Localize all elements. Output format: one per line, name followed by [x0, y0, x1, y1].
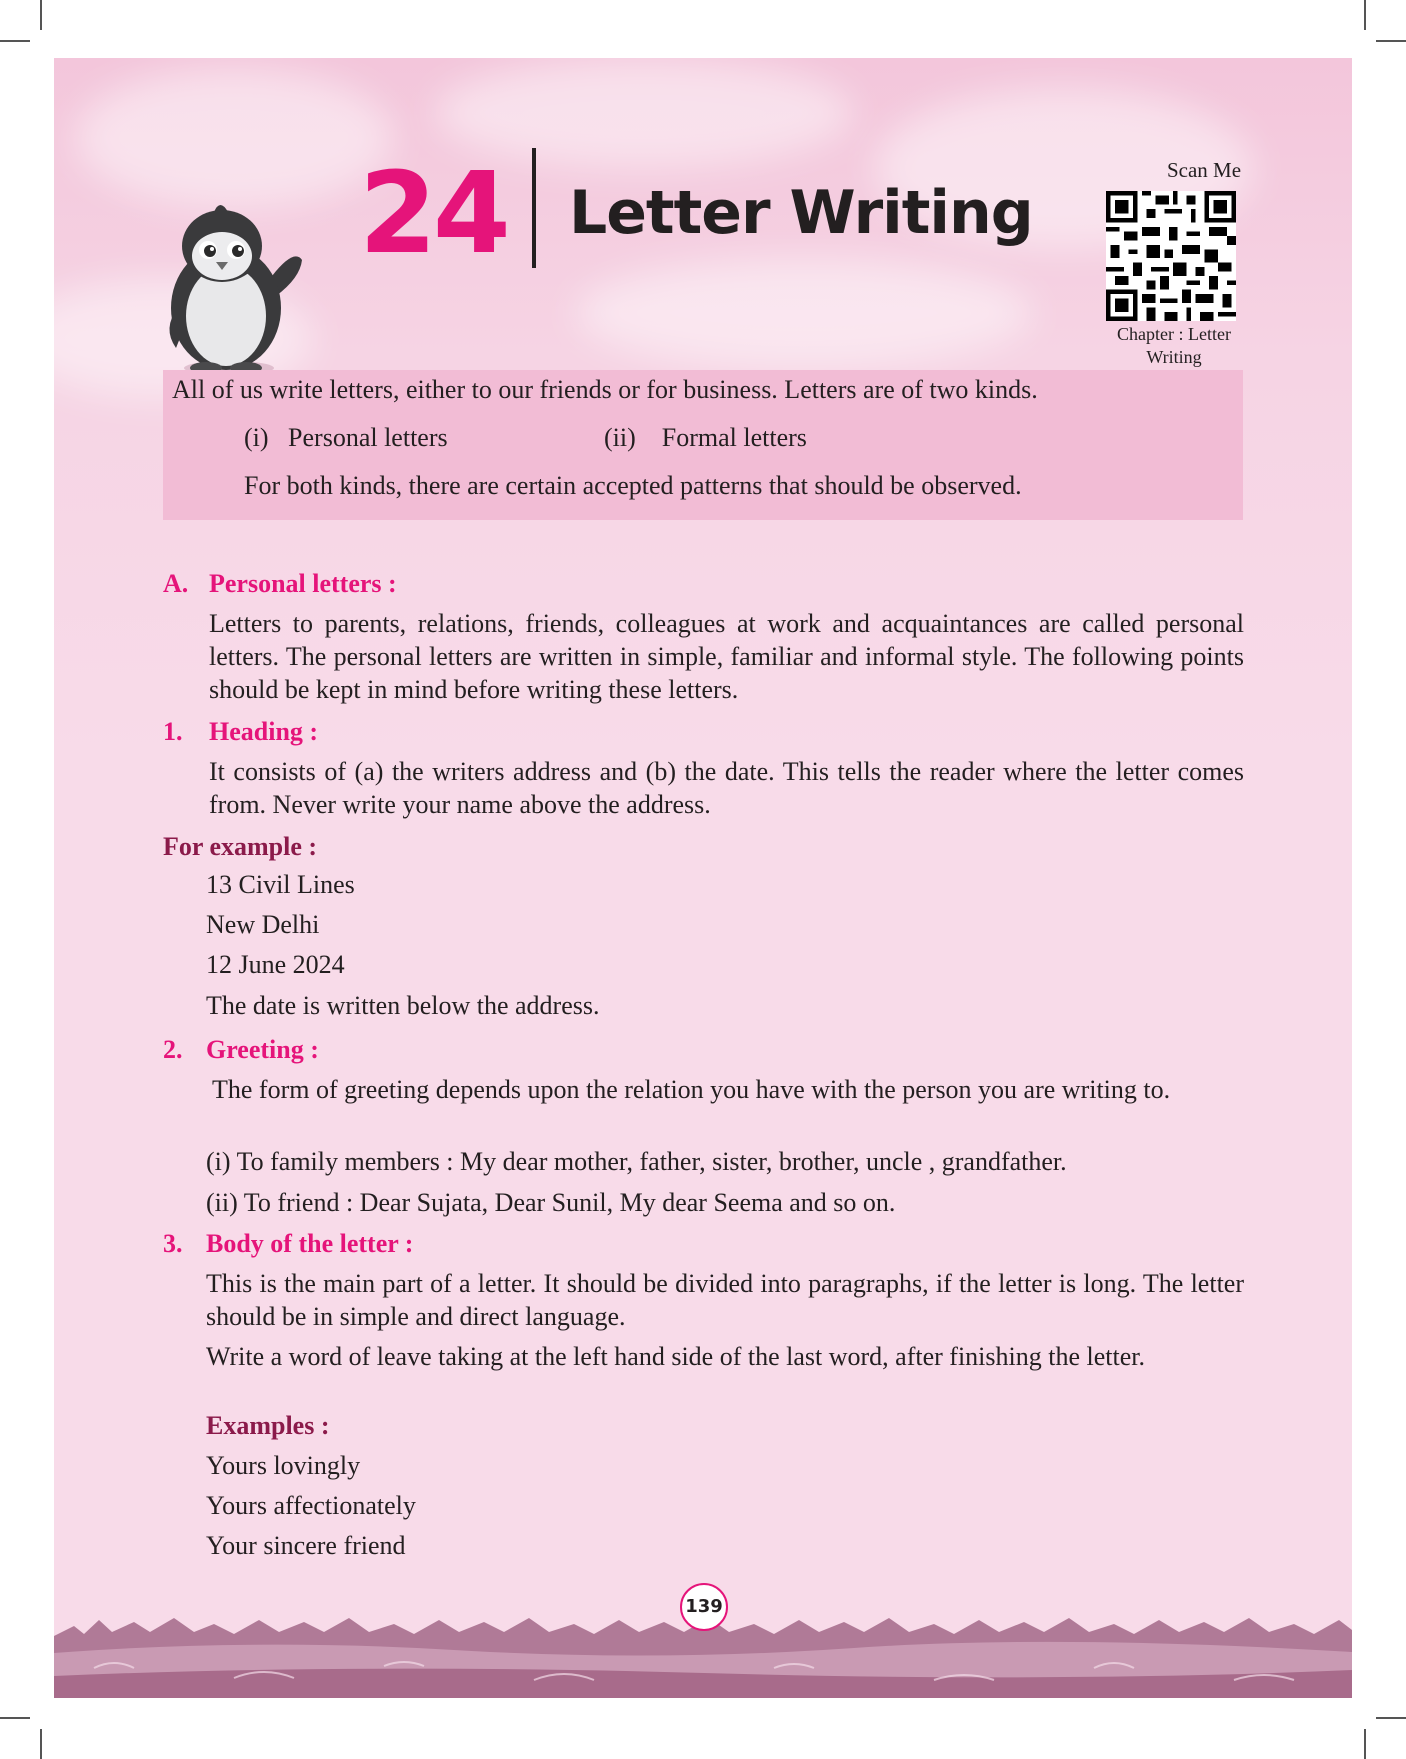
point-paragraph: Write a word of leave taking at the left hand side of the last word, after finishing the letter. — [206, 1342, 1145, 1371]
chapter-title: Letter Writing — [569, 178, 1033, 248]
example-line: The date is written below the address. — [206, 991, 600, 1020]
examples-heading: Examples : — [206, 1411, 330, 1440]
point-marker: 2. — [163, 1035, 183, 1064]
qr-caption-line: Chapter : Letter — [1117, 324, 1231, 344]
textbook-page — [54, 58, 1352, 1698]
greeting-item: (ii) To friend : Dear Sujata, Dear Sunil, My dear Seema and so on. — [206, 1188, 896, 1217]
example-line: 13 Civil Lines — [206, 870, 355, 899]
qr-caption-line: Writing — [1146, 347, 1202, 367]
example-line: New Delhi — [206, 910, 320, 939]
section-marker: A. — [163, 569, 189, 598]
point-paragraph: It consists of (a) the writers address and (b) the date. This tells the reader where the letter comes from. Never write your name above the address. — [209, 757, 1244, 819]
page-number: 139 — [680, 1583, 728, 1631]
scan-label: Scan Me — [1166, 158, 1242, 182]
example-heading: For example : — [163, 832, 318, 861]
point-heading: Heading : — [209, 717, 319, 746]
cloud-decoration — [574, 258, 1034, 368]
qr-caption — [1084, 323, 1264, 369]
crop-mark — [1376, 40, 1406, 42]
point-paragraph: The form of greeting depends upon the relation you have with the person you are writing to. — [212, 1075, 1171, 1104]
crop-mark — [40, 1729, 42, 1759]
point-heading: Greeting : — [206, 1035, 319, 1064]
chapter-number: 24 — [359, 149, 507, 279]
crop-mark — [1364, 1729, 1366, 1759]
crop-mark — [1376, 1717, 1406, 1719]
crop-mark — [40, 0, 42, 30]
point-marker: 3. — [163, 1229, 183, 1258]
section-paragraph: Letters to parents, relations, friends, colleagues at work and acquaintances are called personal letters. The personal letters are written in simple, familiar and informal style. The following points should be kept in mind before writing these letters. — [209, 609, 1244, 704]
cloud-decoration — [74, 68, 394, 208]
letter-kind: (i) Personal letters — [244, 423, 448, 452]
crop-mark — [0, 40, 30, 42]
greeting-item: (i) To family members : My dear mother, father, sister, brother, uncle , grandfather. — [206, 1147, 1067, 1176]
closing-example: Yours affectionately — [206, 1491, 416, 1520]
qr-code-icon — [1106, 191, 1236, 321]
closing-example: Yours lovingly — [206, 1451, 361, 1480]
section-heading: Personal letters : — [209, 569, 397, 598]
closing-example: Your sincere friend — [206, 1531, 406, 1560]
intro-line: All of us write letters, either to our friends or for business. Letters are of two kinds. — [172, 375, 1038, 404]
crop-mark — [1364, 0, 1366, 30]
intro-line: For both kinds, there are certain accepted patterns that should be observed. — [244, 471, 1022, 500]
letter-kind: (ii) Formal letters — [604, 423, 807, 452]
example-line: 12 June 2024 — [206, 950, 345, 979]
title-divider — [532, 148, 536, 268]
point-heading: Body of the letter : — [206, 1229, 414, 1258]
crop-mark — [0, 1717, 30, 1719]
penguin-mascot-icon — [154, 198, 304, 378]
point-paragraph: This is the main part of a letter. It should be divided into paragraphs, if the letter is long. The letter should be in simple and direct language. — [206, 1269, 1244, 1331]
point-marker: 1. — [163, 717, 183, 746]
